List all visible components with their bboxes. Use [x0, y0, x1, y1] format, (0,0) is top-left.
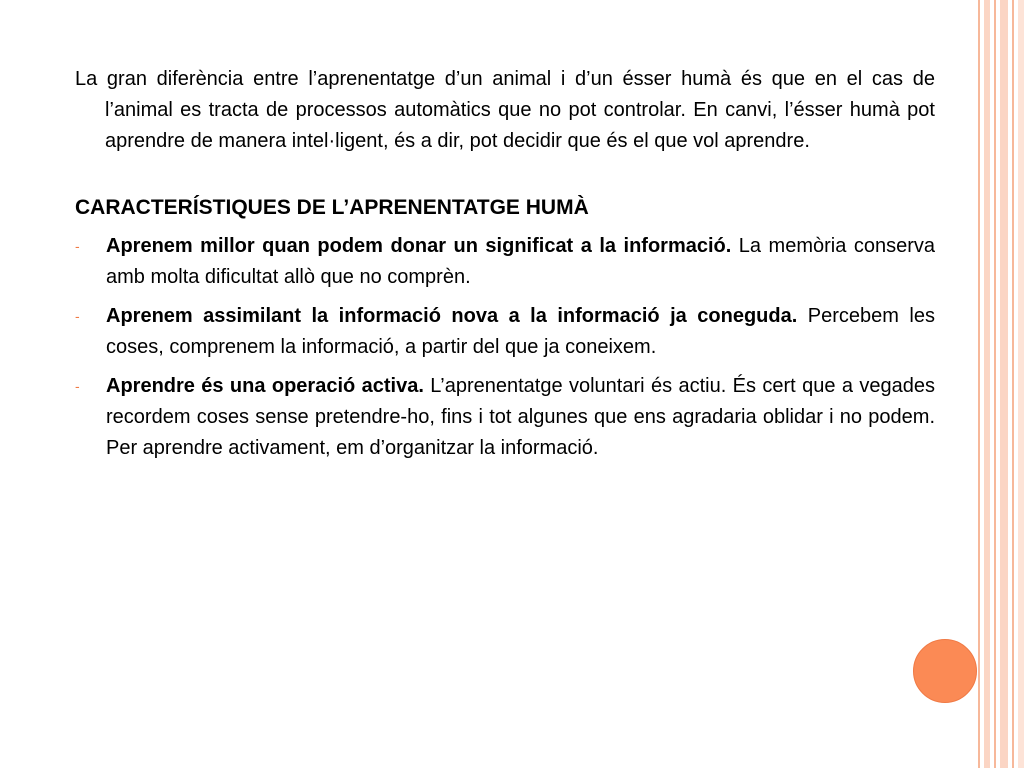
decorative-stripe	[984, 0, 990, 768]
bullet-bold-text: Aprendre és una operació activa.	[106, 375, 424, 397]
bullet-dash-icon: -	[75, 308, 80, 324]
bullet-bold-text: Aprenem millor quan podem donar un significat a la informació.	[106, 235, 732, 257]
bullet-item	[75, 301, 935, 363]
decorative-stripe	[1018, 0, 1024, 768]
decorative-circle	[913, 639, 977, 703]
decorative-stripe	[1000, 0, 1008, 768]
bullet-item	[75, 231, 935, 293]
bullet-text: L’aprenentatge voluntari és actiu. És cert que a vegades recordem coses sense pretendre-ho, fins i tot algunes que ens agradaria oblidar i no podem. Per aprendre activament, em d’organitzar la informació.	[106, 375, 935, 459]
decorative-stripe	[978, 0, 980, 768]
bullet-text: La memòria conserva amb molta dificultat allò que no comprèn.	[106, 235, 935, 288]
bullet-item	[75, 371, 935, 464]
decorative-stripe	[994, 0, 996, 768]
bullet-dash-icon: -	[75, 238, 80, 254]
intro-paragraph: La gran diferència entre l’aprenentatge d’un animal i d’un ésser humà és que en el cas de l’animal es tracta de processos automàtics que no pot controlar. En canvi, l’ésser humà pot aprendre de manera intel·ligent, és a dir, pot decidir que és el que vol aprendre.	[75, 68, 935, 152]
decorative-stripe	[1012, 0, 1014, 768]
bullet-dash-icon: -	[75, 378, 80, 394]
section-heading: CARACTERÍSTIQUES DE L’APRENENTATGE HUMÀ	[75, 196, 589, 219]
bullet-list	[75, 231, 935, 464]
bullet-bold-text: Aprenem assimilant la informació nova a la informació ja coneguda.	[106, 305, 798, 327]
bullet-text: Percebem les coses, comprenem la informació, a partir del que ja coneixem.	[106, 305, 935, 358]
slide-content	[75, 64, 935, 472]
